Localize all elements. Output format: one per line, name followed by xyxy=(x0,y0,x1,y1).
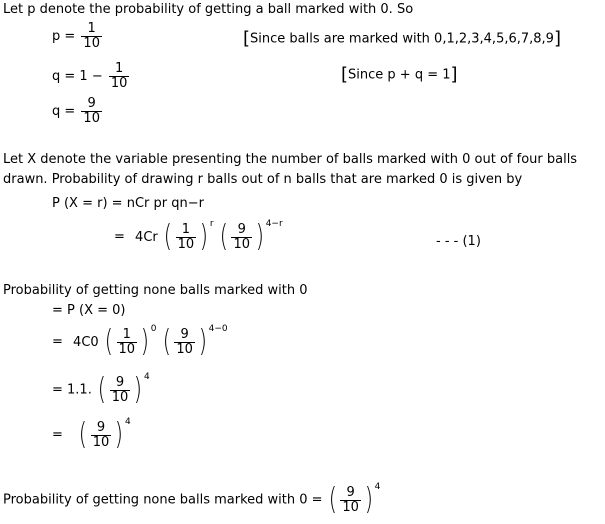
frac-den: 10 xyxy=(233,236,250,252)
frac-num: 9 xyxy=(115,374,125,390)
fraction-9-10 xyxy=(91,421,112,450)
frac-den: 10 xyxy=(111,389,129,405)
frac-den: 10 xyxy=(118,341,136,357)
q-equation-1 xyxy=(52,62,131,91)
fraction-9-10 xyxy=(110,376,131,405)
equation-label: - - - (1) xyxy=(436,234,481,249)
final-answer: Probability of getting none balls marked with 0 = ( $\frac{9}{10}$ ) $^4$ xyxy=(3,482,381,517)
line-1-1: = 1.1. ( $\frac{9}{10}$ ) $^4$ xyxy=(52,372,150,407)
frac-num: 9 xyxy=(96,419,106,435)
eq-px: P (X = r) = xyxy=(52,196,123,211)
frac-num: 1 xyxy=(87,21,96,36)
exponent-4: 4 xyxy=(143,372,150,382)
para2-line1: Let X denote the variable presenting the number of balls marked with 0 out of four balls xyxy=(3,152,578,167)
eq-sign: = xyxy=(114,229,125,245)
exponent-4: 4 xyxy=(374,482,381,492)
frac-num: 1 xyxy=(114,61,124,76)
frac-den: 10 xyxy=(83,36,100,51)
fraction-9-10 xyxy=(81,97,102,126)
frac-num: 1 xyxy=(181,221,191,237)
q-eq1-label: q = 1 − xyxy=(52,69,103,84)
frac-den: 10 xyxy=(83,111,100,126)
binomial-formula xyxy=(52,197,204,210)
frac-den: 10 xyxy=(342,499,359,515)
note-since-balls: [Since balls are marked with 0,1,2,3,4,5,6,7,8,9] xyxy=(243,28,561,49)
frac-num: 9 xyxy=(180,326,189,342)
frac-num: 9 xyxy=(237,221,246,237)
exponent-4-r: 4−r xyxy=(265,219,283,229)
fraction-1-10 xyxy=(176,223,197,252)
line-9-10-pow-4: = ( $\frac{9}{10}$ ) $^4$ xyxy=(52,417,131,452)
eq-4cr: 4Cr xyxy=(135,229,158,245)
final-text: Probability of getting none balls marked with 0 = xyxy=(3,492,323,508)
line-p-x-0: = P (X = 0) xyxy=(52,303,126,318)
para3-text: Probability of getting none balls marked with 0 xyxy=(3,283,308,298)
para2-line2: drawn. Probability of drawing r balls out of n balls that are marked 0 is given by xyxy=(3,172,523,187)
frac-den: 10 xyxy=(92,434,110,450)
fraction-9-10 xyxy=(174,328,195,357)
frac-den: 10 xyxy=(110,76,128,91)
exponent-r: r xyxy=(209,219,214,229)
intro-text: Let p denote the probability of getting a ball marked with 0. So xyxy=(3,2,414,17)
q-eq2-label: q = xyxy=(52,104,76,119)
binomial-substituted: = 4Cr ( $\frac{1}{10}$ ) $^r$ ( $\frac{9}{10}$ ) $^{4-r}$ xyxy=(114,219,283,254)
fraction-1-10 xyxy=(81,22,102,51)
eq-4c0: 4C0 xyxy=(73,334,99,350)
eq-ncr: nCr pr qn−r xyxy=(126,196,204,211)
q-equation-2 xyxy=(52,97,104,126)
fraction-1-10 xyxy=(109,62,130,91)
exponent-0: 0 xyxy=(150,324,157,334)
eq-sign: = xyxy=(52,427,63,443)
exponent-4-0: 4−0 xyxy=(208,324,228,334)
p-equation xyxy=(52,22,104,51)
exponent-4: 4 xyxy=(125,417,131,427)
fraction-9-10 xyxy=(231,223,252,252)
eq-1-1: = 1.1. xyxy=(52,382,92,398)
frac-num: 9 xyxy=(346,484,355,500)
note1-text: Since balls are marked with 0,1,2,3,4,5,6,7,8,9 xyxy=(250,31,554,47)
frac-num: 9 xyxy=(87,96,96,111)
frac-den: 10 xyxy=(177,236,195,252)
p-eq-label: p = xyxy=(52,29,76,44)
fraction-9-10 xyxy=(340,486,361,515)
eq-sign: = xyxy=(52,334,63,350)
frac-den: 10 xyxy=(176,341,193,357)
line-4c0: = 4C0 ( $\frac{1}{10}$ ) $^0$ ( $\frac{9}{10}$ ) $^{4-0}$ xyxy=(52,324,228,359)
note2-text: Since p + q = 1 xyxy=(348,67,451,83)
note-since-p-q: [Since p + q = 1] xyxy=(341,64,458,85)
frac-num: 1 xyxy=(122,326,131,342)
fraction-1-10 xyxy=(117,328,138,357)
